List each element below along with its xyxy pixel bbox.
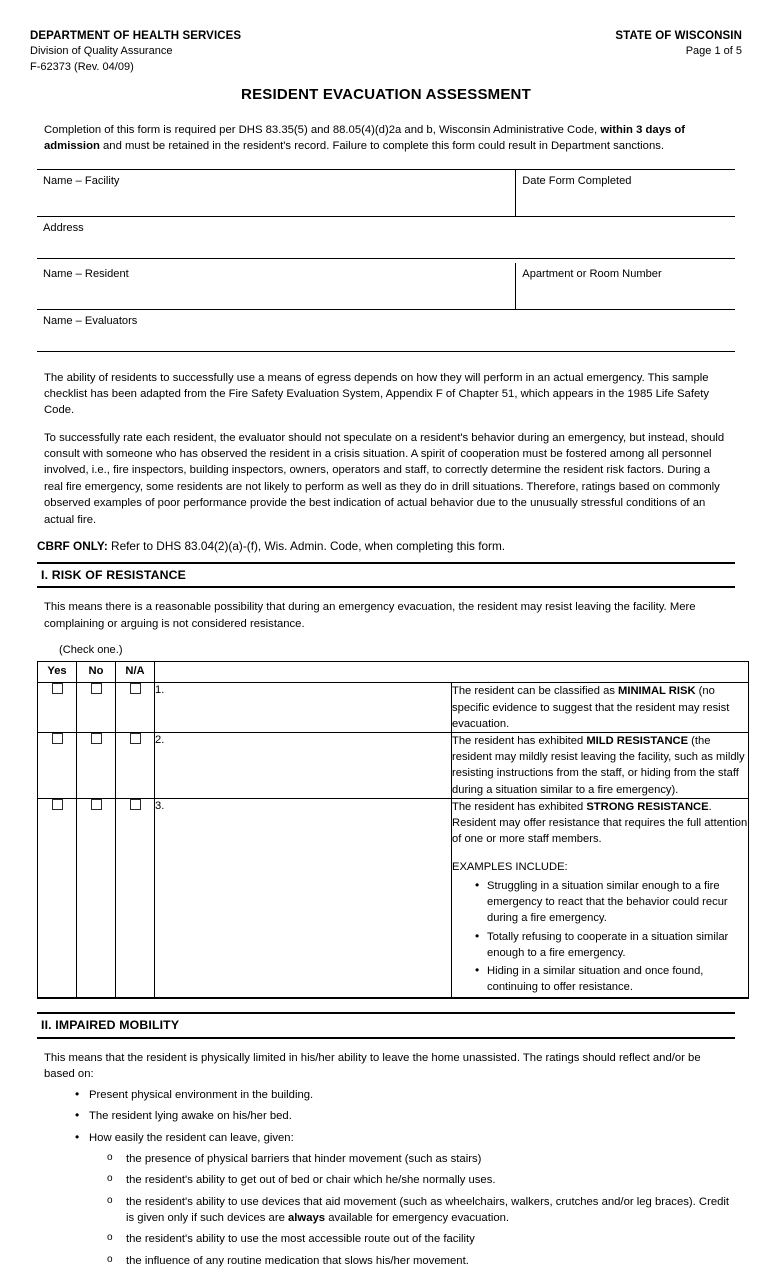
field-evaluators-name-label: Name – Evaluators [43,314,138,327]
section-1-intro: This means there is a reasonable possibility that during an emergency evacuation, the resident may resist leaving the facility. Mere complaining or arguing is not considered resistance. [44,601,696,630]
row-number-2: 2. [155,732,452,798]
list-item [107,1231,735,1247]
row-text-1-pre: The resident can be classified as [452,685,619,698]
field-evaluators-name[interactable] [37,310,735,351]
cbrf-text: Refer to DHS 83.04(2)(a)-(f), Wis. Admin. Code, when completing this form. [107,538,506,553]
row-text-2-post: (the resident may mildly resist leaving the facility, such as mildly resisting instructions from the staff, or hiding from the staff during a situation similar to a fire emergency). [452,734,745,796]
section-2 [37,1012,735,1269]
row-text-1 [452,683,749,733]
field-apartment-room-label: Apartment or Room Number [522,267,662,280]
intro-paragraph [44,122,728,155]
list-item [107,1253,735,1269]
row-text-3-bold: STRONG RESISTANCE [586,800,709,813]
examples-list [452,878,748,996]
checkbox-cell-na-2[interactable] [116,732,155,798]
body-paragraph-1: The ability of residents to successfully use a means of egress depends on how they will perform in an actual emergency. This sample checklist has been adapted from the Fire Safety Evaluation System, Appendix F of Chapter 51, which appears in the 1985 Life Safety Code. [44,371,710,417]
list-item [107,1151,735,1167]
field-resident-name[interactable] [37,263,516,309]
list-item: • The resident lying awake on his/her bed. [75,1108,735,1124]
checkbox-cell-yes-1[interactable] [38,683,77,733]
field-facility-name[interactable] [37,170,516,216]
row-text-2 [452,732,749,798]
document-header [30,28,742,76]
checkbox-icon[interactable] [91,683,102,694]
sub-item-bold: always [288,1212,326,1225]
checkbox-cell-no-2[interactable] [77,732,116,798]
cbrf-note-wrap [37,539,735,555]
page-number: Page 1 of 5 [685,45,742,58]
field-address-label: Address [43,221,84,234]
checkbox-icon[interactable] [130,799,141,810]
checkbox-cell-yes-3[interactable] [38,798,77,998]
table-row [38,683,749,733]
form-row-resident [37,263,735,310]
sub-item-pre: the resident's ability to use the most accessible route out of the facility [126,1233,475,1246]
checkbox-icon[interactable] [52,733,63,744]
list-item-label: How easily the resident can leave, given: [89,1131,294,1144]
list-item: • Struggling in a situation similar enough to a fire emergency to react that the behavior could recur during a fire emergency. [475,878,748,927]
examples-heading: EXAMPLES INCLUDE: [452,860,568,873]
checkbox-icon[interactable] [130,683,141,694]
table-row [38,798,749,998]
row-text-3-post: . Resident may offer resistance that requires the full attention of one or more staff members. [452,800,748,846]
list-item [107,1172,735,1188]
cbrf-note [37,539,735,555]
row-text-1-post: (no specific evidence to suggest that the resident may resist evacuation. [452,685,730,730]
checkbox-icon[interactable] [91,733,102,744]
form-row-evaluators [37,310,735,352]
list-item: • Present physical environment in the building. [75,1087,735,1103]
column-header-na: N/A [116,662,155,683]
sub-item-pre: the presence of physical barriers that hinder movement (such as stairs) [126,1152,482,1165]
row-number-3: 3. [155,798,452,998]
header-left [30,28,241,76]
checkbox-cell-no-3[interactable] [77,798,116,998]
sub-item-post: available for emergency evacuation. [325,1212,510,1225]
checkbox-icon[interactable] [130,733,141,744]
header-right [615,28,742,60]
row-text-1-bold: MINIMAL RISK [618,685,696,698]
list-item: • Hiding in a similar situation and once found, continuing to offer resistance. [475,963,748,995]
row-text-3-pre: The resident has exhibited [452,800,587,813]
section-2-bullet-list [37,1087,735,1269]
checkbox-icon[interactable] [91,799,102,810]
checkbox-icon[interactable] [52,683,63,694]
check-one-label: (Check one.) [59,644,123,657]
sub-item-pre: the resident's ability to get out of bed or chair which he/she normally uses. [126,1174,496,1187]
sub-item-pre: the influence of any routine medication that slows his/her movement. [126,1254,469,1267]
list-item [107,1194,735,1227]
form-number: F-62373 (Rev. 04/09) [30,60,134,73]
intro-bold: within 3 days of admission [44,123,686,153]
section-gap [30,999,742,1012]
form-fields-table [37,169,735,352]
table-row [38,732,749,798]
section-1 [37,562,735,658]
field-facility-name-label: Name – Facility [43,174,120,187]
intro-part1: Completion of this form is required per DHS 83.35(5) and 88.05(4)(d)2a and b, Wisconsin Administrative Code, [44,123,601,136]
table-header-row [38,662,749,683]
row-text-2-pre: The resident has exhibited [452,734,587,747]
body-text [44,370,728,528]
form-row-facility [37,170,735,217]
row-number-1: 1. [155,683,452,733]
column-header-no: No [77,662,116,683]
section-1-heading: I. RISK OF RESISTANCE [37,562,735,589]
field-address[interactable] [37,217,735,258]
checkbox-icon[interactable] [52,799,63,810]
list-item [75,1130,735,1269]
division-name: Division of Quality Assurance [30,45,173,58]
form-row-address [37,217,735,259]
page-title: RESIDENT EVACUATION ASSESSMENT [241,85,531,103]
state-name: STATE OF WISCONSIN [615,30,742,42]
intro-part2: and must be retained in the resident's record. Failure to complete this form could result in Department sanctions. [99,140,665,153]
cbrf-label: CBRF ONLY: [37,538,108,553]
field-apartment-room[interactable] [516,263,735,309]
field-date-completed[interactable] [516,170,735,216]
checkbox-cell-no-1[interactable] [77,683,116,733]
checkbox-cell-yes-2[interactable] [38,732,77,798]
column-header-yes: Yes [38,662,77,683]
column-header-description [155,662,749,683]
risk-of-resistance-table [37,661,749,999]
section-2-intro: This means that the resident is physically limited in his/her ability to leave the home unassisted. The ratings should reflect and/or be based on: [44,1052,701,1081]
row-text-3 [452,798,749,998]
sub-item-pre: the resident's ability to use devices that aid movement (such as wheelchairs, walkers, crutches and/or leg braces). Credit is given only if such devices are [126,1195,730,1225]
row-text-2-bold: MILD RESISTANCE [586,734,689,747]
list-item: • Totally refusing to cooperate in a situation similar enough to a fire emergency. [475,929,748,961]
field-date-completed-label: Date Form Completed [522,174,632,187]
field-resident-name-label: Name – Resident [43,267,129,280]
body-paragraph-2: To successfully rate each resident, the evaluator should not speculate on a resident's behavior during an emergency, but instead, should consult with someone who has observed the resident in a crisis situation. A spirit of cooperation must be fostered among all personnel involved, i.e., fire inspectors, building inspectors, owners, operators and staff, to correctly determine the resident risk factors. During a real fire emergency, some residents are not likely to perform as well as they do in drill situations. Therefore, ratings based on commonly observed examples of poor performance provide the best indication of actual behavior due to the unusually stressful conditions of an actual fire. [44,431,725,526]
section-2-sub-bullet-list [89,1151,735,1269]
agency-name: DEPARTMENT OF HEALTH SERVICES [30,30,242,42]
checkbox-cell-na-3[interactable] [116,798,155,998]
checkbox-cell-na-1[interactable] [116,683,155,733]
section-2-heading: II. IMPAIRED MOBILITY [37,1012,735,1039]
